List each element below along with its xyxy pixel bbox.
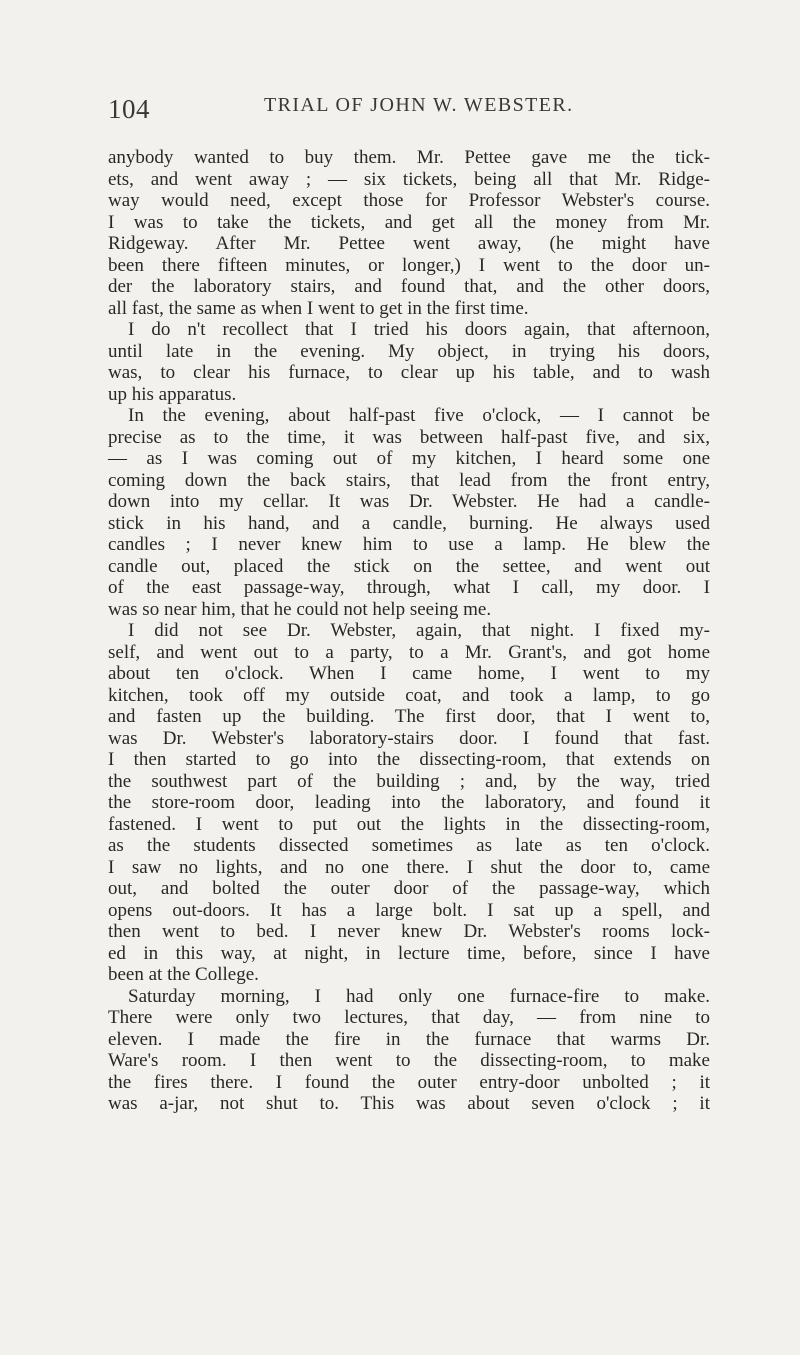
text-line: was a-jar, not shut to. This was about seven o'clock ; it bbox=[108, 1093, 710, 1114]
text-line: I saw no lights, and no one there. I shut the door to, came bbox=[108, 856, 710, 878]
text-line: self, and went out to a party, to a Mr. Grant's, and got home bbox=[108, 641, 710, 663]
text-line: I do n't recollect that I tried his doors again, that afternoon, bbox=[128, 319, 710, 340]
page-number: 104 bbox=[108, 94, 150, 124]
text-line: — as I was coming out of my kitchen, I heard some one bbox=[108, 448, 710, 469]
text-line: There were only two lectures, that day, — from nine to bbox=[108, 1007, 710, 1028]
text-line: the store-room door, leading into the laboratory, and found it bbox=[108, 792, 710, 813]
text-line: I was to take the tickets, and get all the money from Mr. bbox=[108, 211, 710, 233]
text-line: been there fifteen minutes, or longer,) I went to the door un- bbox=[108, 254, 710, 276]
text-line: ets, and went away ; — six tickets, being all that Mr. Ridge- bbox=[108, 168, 710, 190]
text-line: up his apparatus. bbox=[108, 383, 237, 405]
text-line: Ridgeway. After Mr. Pettee went away, (he might have bbox=[108, 233, 710, 254]
running-head: TRIAL OF JOHN W. WEBSTER. bbox=[264, 94, 574, 116]
text-line: was so near him, that he could not help seeing me. bbox=[108, 598, 492, 620]
text-line: eleven. I made the fire in the furnace that warms Dr. bbox=[108, 1028, 710, 1050]
page-header bbox=[108, 92, 708, 132]
text-line: until late in the evening. My object, in trying his doors, bbox=[108, 340, 710, 362]
body-text bbox=[108, 147, 710, 1115]
text-line: coming down the back stairs, that lead from the front entry, bbox=[108, 469, 710, 491]
text-line: then went to bed. I never knew Dr. Webster's rooms lock- bbox=[108, 921, 710, 942]
text-line: candle out, placed the stick on the settee, and went out bbox=[108, 555, 710, 577]
text-line: of the east passage-way, through, what I call, my door. I bbox=[108, 577, 710, 598]
text-line: I then started to go into the dissecting-room, that extends on bbox=[108, 749, 710, 770]
text-line: opens out-doors. It has a large bolt. I sat up a spell, and bbox=[108, 899, 710, 921]
text-line: way would need, except those for Professor Webster's course. bbox=[108, 190, 710, 211]
text-line: ed in this way, at night, in lecture time, before, since I have bbox=[108, 942, 710, 964]
text-line: Ware's room. I then went to the dissecting-room, to make bbox=[108, 1050, 710, 1071]
text-line: kitchen, took off my outside coat, and took a lamp, to go bbox=[108, 684, 710, 706]
text-line: fastened. I went to put out the lights in the dissecting-room, bbox=[108, 813, 710, 835]
text-line: down into my cellar. It was Dr. Webster. He had a candle- bbox=[108, 491, 710, 512]
text-line: about ten o'clock. When I came home, I went to my bbox=[108, 663, 710, 684]
text-line: all fast, the same as when I went to get in the first time. bbox=[108, 297, 529, 319]
text-line: out, and bolted the outer door of the passage-way, which bbox=[108, 878, 710, 899]
text-line: as the students dissected sometimes as late as ten o'clock. bbox=[108, 835, 710, 856]
text-line: der the laboratory stairs, and found that, and the other doors, bbox=[108, 276, 710, 297]
text-line: stick in his hand, and a candle, burning. He always used bbox=[108, 512, 710, 534]
text-line: the fires there. I found the outer entry-door unbolted ; it bbox=[108, 1071, 710, 1093]
text-line: precise as to the time, it was between half-past five, and six, bbox=[108, 426, 710, 448]
text-line: In the evening, about half-past five o'clock, — I cannot be bbox=[128, 405, 710, 426]
text-line: was, to clear his furnace, to clear up his table, and to wash bbox=[108, 362, 710, 383]
text-line: been at the College. bbox=[108, 964, 259, 985]
text-line: was Dr. Webster's laboratory-stairs door. I found that fast. bbox=[108, 727, 710, 749]
text-line: anybody wanted to buy them. Mr. Pettee gave me the tick- bbox=[108, 147, 710, 168]
text-line: and fasten up the building. The first door, that I went to, bbox=[108, 706, 710, 727]
text-line: candles ; I never knew him to use a lamp. He blew the bbox=[108, 534, 710, 555]
text-line: Saturday morning, I had only one furnace-fire to make. bbox=[128, 985, 710, 1007]
text-line: I did not see Dr. Webster, again, that night. I fixed my- bbox=[128, 620, 710, 641]
text-line: the southwest part of the building ; and, by the way, tried bbox=[108, 770, 710, 792]
